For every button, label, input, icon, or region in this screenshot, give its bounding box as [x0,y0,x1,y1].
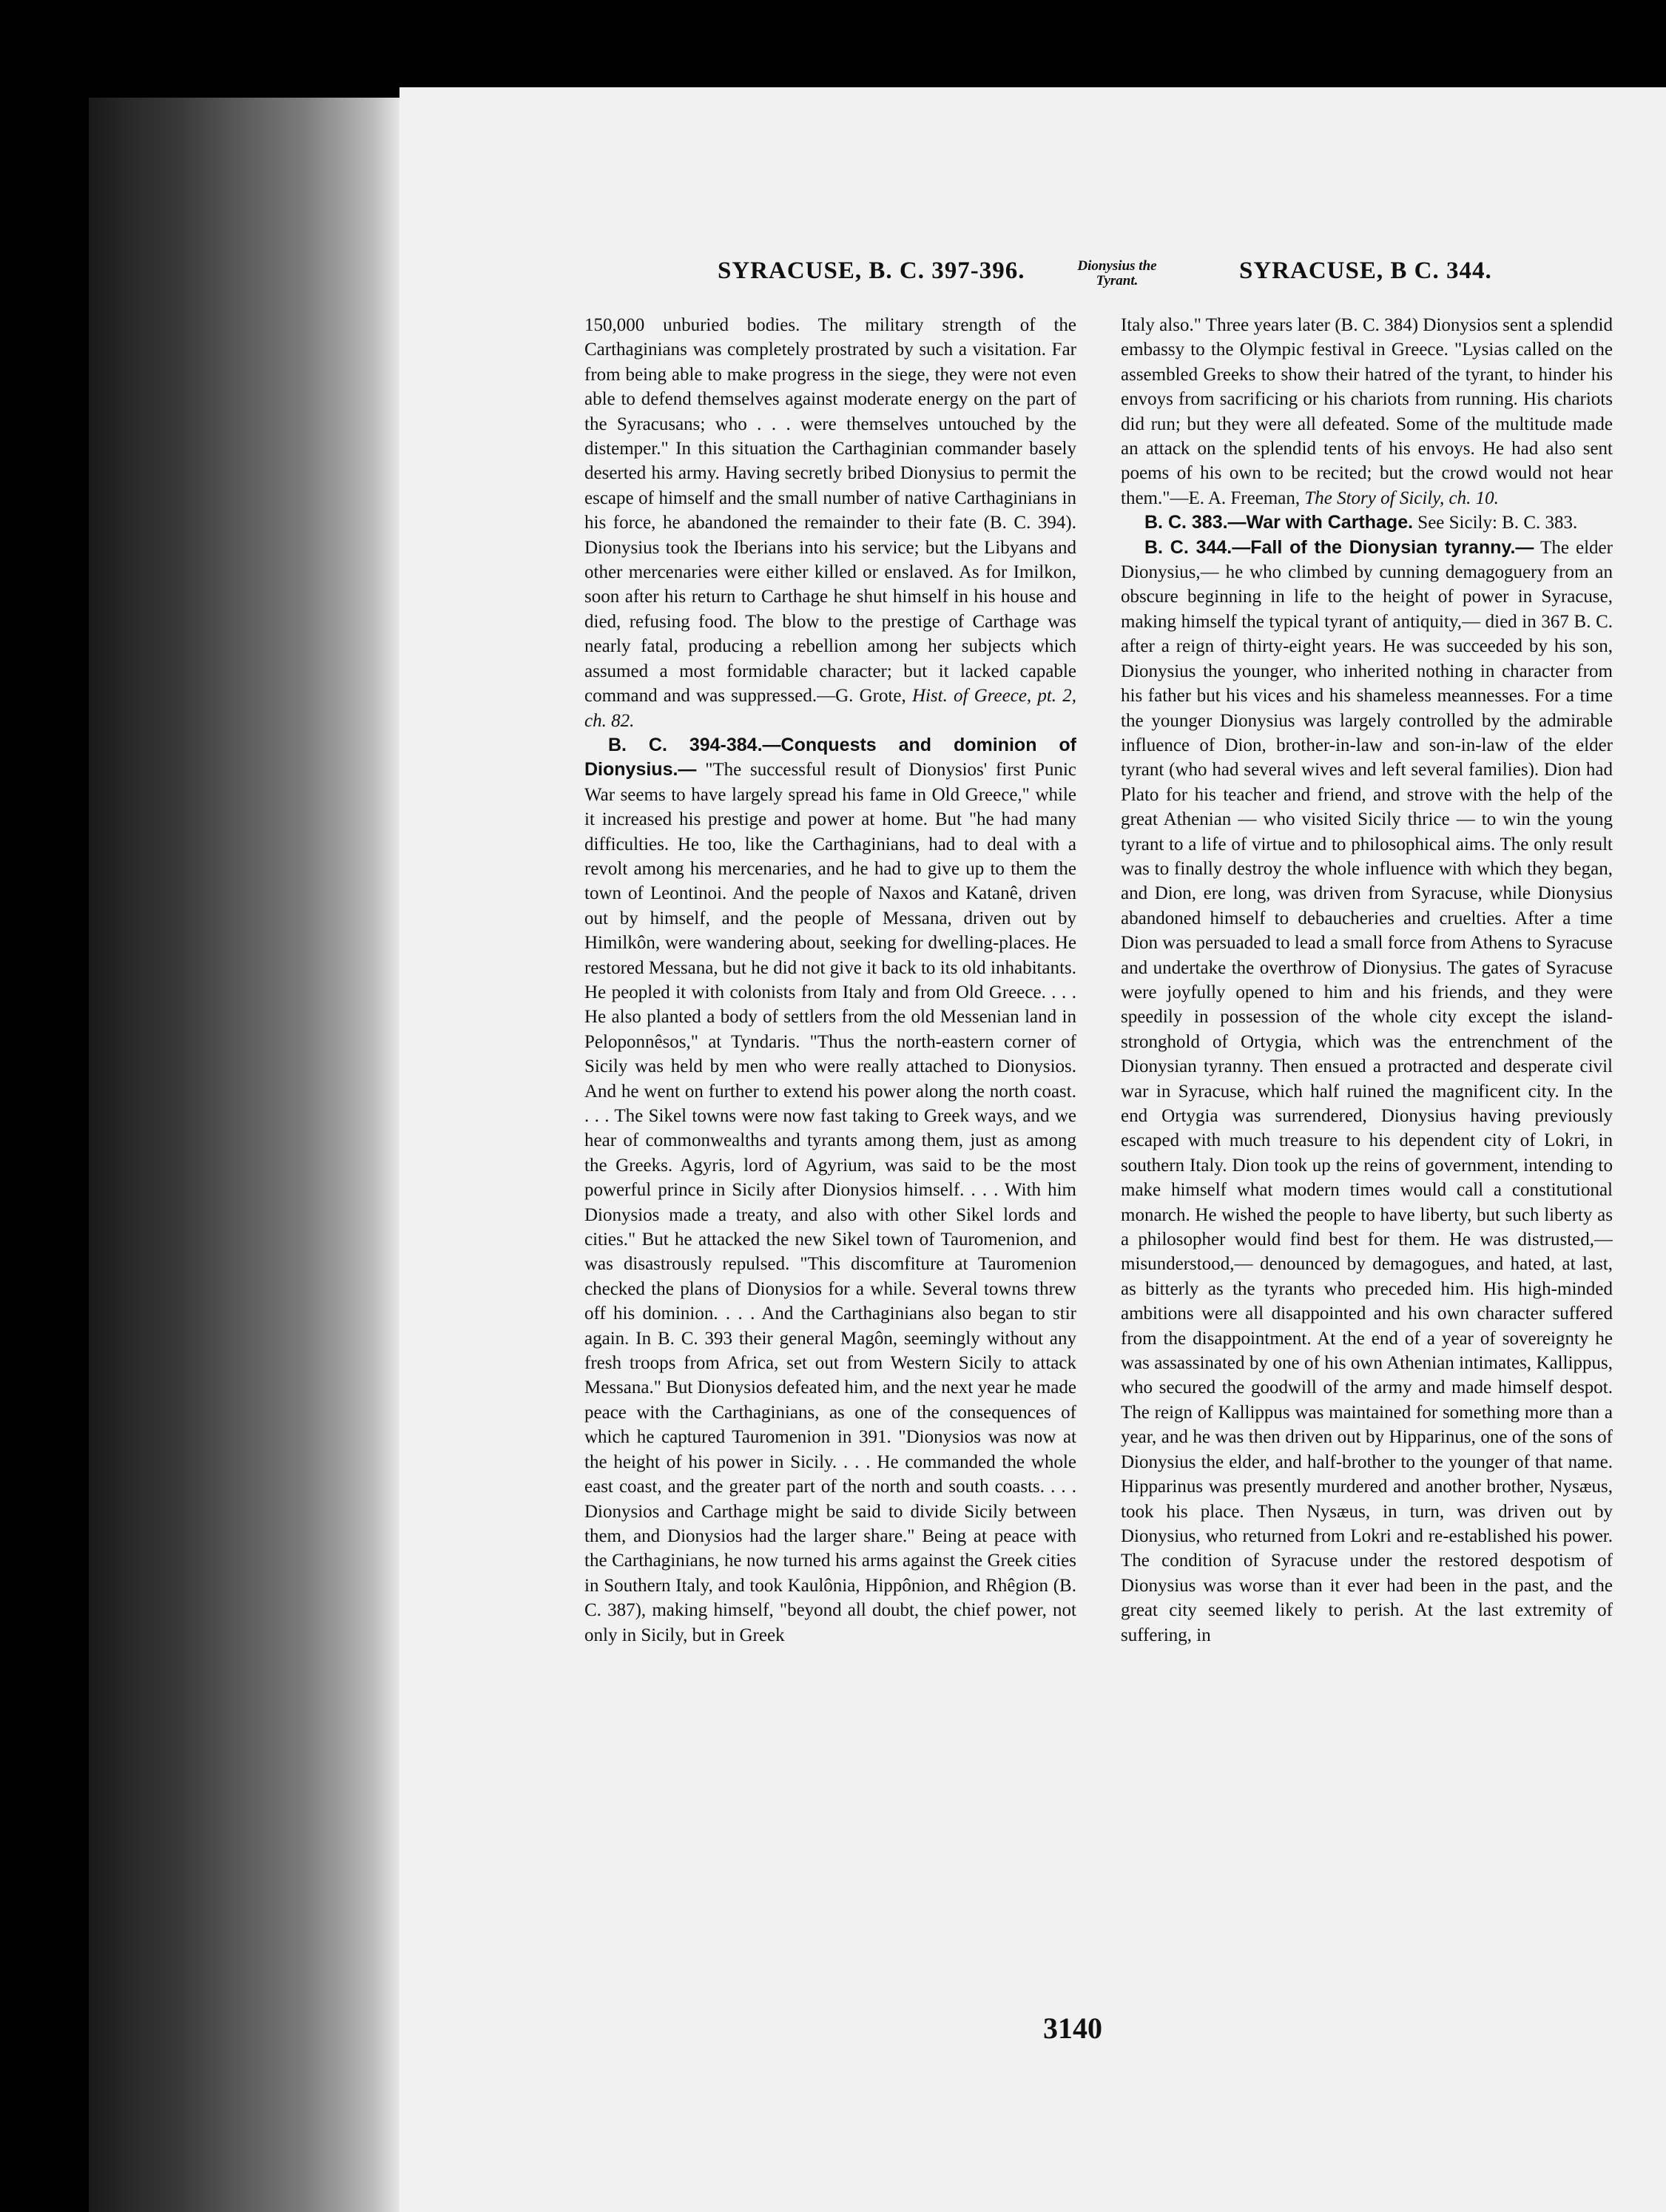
entry-heading: B. C. 344.—Fall of the Dionysian tyranny.— [1144,536,1534,558]
entry-text: "The successful result of Dionysios' first Punic War seems to have largely spread his fame in Old Greece," while it increased his prestige and power at home. But "he had many difficulties. He too, like the Carthaginians, had to deal with a revolt among his mercenaries, and he had to give up to them the town of Leontinoi. And the people of Naxos and Katanê, driven out by himself, and the people of Messana, driven out by Himilkôn, were wandering about, seeking for dwelling-places. He restored Messana, but he did not give it back to its old inhabitants. He peopled it with colonists from Italy and from Old Greece. . . . He also planted a body of settlers from the old Messenian land in Peloponnêsos," at Tyndaris. "Thus the north-eastern corner of Sicily was held by men who were really attached to Dionysios. And he went on further to extend his power along the north coast. . . . The Sikel towns were now fast taking to Greek ways, and we hear of commonwealths and tyrants among them, just as among the Greeks. Agyris, lord of Agyrium, was said to be the most powerful prince in Sicily after Dionysios himself. . . . With him Dionysios made a treaty, and also with other Sikel lords and cities." But he attacked the new Sikel town of Tauromenion, and was disastrously repulsed. "This discomfiture at Tauromenion checked the plans of Dionysios for a while. Several towns threw off his dominion. . . . And the Carthaginians also began to stir again. In B. C. 393 their general Magôn, seemingly without any fresh troops from Africa, set out from Western Sicily to attack Messana." But Dionysios defeated him, and the next year he made peace with the Carthaginians, as one of the consequences of which he captured Tauromenion in 391. "Dionysios was now at the height of his power in Sicily. . . . He commanded the whole east coast, and the greater part of the north and south coasts. . . . Dionysios and Carthage might be said to divide Sicily between them, and Dionysios had the larger share." Being at peace with the Carthaginians, he now turned his arms against the Greek cities in Southern Italy, and took Kaulônia, Hippônion, and Rhêgion (B. C. 387), making himself, "beyond all doubt, the chief power, not only in Sicily, but in Greek [584,760,1076,1645]
entry-383 [1121,510,1613,535]
citation: The Story of Sicily, ch. 10. [1304,488,1499,508]
paragraph-text: 150,000 unburied bodies. The military strength of the Carthaginians was completely prostrated by such a visitation. Far from being able to make progress in the siege, they were not even able to defend themselves against moderate energy on the part of the Syracusans; who . . . were themselves untouched by the distemper." In this situation the Carthaginian commander basely deserted his army. Having secretly bribed Dionysius to permit the escape of himself and the small number of native Carthaginians in his force, he abandoned the remainder to their fate (B. C. 394). Dionysius took the Iberians into his service; but the Libyans and other mercenaries were either killed or enslaved. As for Imilkon, soon after his return to Carthage he shut himself in his house and died, refusing food. The blow to the prestige of Carthage was nearly fatal, producing a rebellion among her subjects which assumed a most formidable character; but it lacked capable command and was suppressed.—G. Grote, [584,315,1076,707]
citation: Hist. of Greece, pt. 2, ch. 82. [584,686,1076,731]
book-page [399,87,1666,2212]
book-binding-edge [89,98,399,2212]
left-column [584,313,1076,1970]
page-number: 3140 [1043,2012,1102,2045]
paragraph-continuation [1121,313,1613,510]
running-header-topic-line1: Dionysius the [1077,258,1157,274]
running-header-right: SYRACUSE, B C. 344. [1239,257,1492,284]
running-header-topic [1050,259,1184,289]
running-header-left: SYRACUSE, B. C. 397-396. [718,257,1025,284]
entry-text: The elder Dionysius,— he who climbed by cunning demagoguery from an obscure beginning in life to the height of power in Syracuse, making himself the typical tyrant of antiquity,— died in 367 B. C. after a reign of thirty-eight years. He was succeeded by his son, Dionysius the younger, who inherited nothing in character from his father but his vices and his shameless meannesses. For a time the younger Dionysius was largely controlled by the admirable influence of Dion, brother-in-law and son-in-law of the elder tyrant (who had several wives and left several families). Dion had Plato for his teacher and friend, and strove with the help of the great Athenian — who visited Sicily thrice — to win the young tyrant to a life of virtue and to philosophical aims. The only result was to finally destroy the whole influence with which they began, and Dion, ere long, was driven from Syracuse, while Dionysius abandoned himself to debaucheries and cruelties. After a time Dion was persuaded to lead a small force from Athens to Syracuse and undertake the overthrow of Dionysius. The gates of Syracuse were joyfully opened to him and his friends, and they were speedily in possession of the whole city except the island-stronghold of Ortygia, which was the entrenchment of the Dionysian tyranny. Then ensued a protracted and desperate civil war in Syracuse, which half ruined the magnificent city. In the end Ortygia was surrendered, Dionysius having previously escaped with much treasure to his dependent city of Lokri, in southern Italy. Dion took up the reins of government, intending to make himself what modern times would call a constitutional monarch. He wished the people to have liberty, but such liberty as a philosopher would find best for them. He was distrusted,— misunderstood,— denounced by demagogues, and hated, at last, as bitterly as the tyrants who preceded him. His high-minded ambitions were all disappointed and his own character suffered from the disappointment. At the end of a year of sovereignty he was assassinated by one of his own Athenian intimates, Kallippus, who secured the goodwill of the army and made himself despot. The reign of Kallippus was maintained for something more than a year, and he was then driven out by Hipparinus, one of the sons of Dionysius the elder, and half-brother to the younger of that name. Hipparinus was presently murdered and another brother, Nysæus, took his place. Then Nysæus, in turn, was driven out by Dionysius, who returned from Lokri and re-established his power. The condition of Syracuse under the restored despotism of Dionysius was worse than it ever had been in the past, and the great city seemed likely to perish. At the last extremity of suffering, in [1121,537,1613,1645]
paragraph-text: Italy also." Three years later (B. C. 384) Dionysios sent a splendid embassy to the Olympic festival in Greece. "Lysias called on the assembled Greeks to show their hatred of the tyrant, to hinder his envoys from sacrificing or his chariots from running. His chariots did run; but they were all defeated. Some of the multitude made an attack on the splendid tents of his envoys. He had also sent poems of his own to be recited; but the crowd would not hear them."—E. A. Freeman, [1121,315,1613,508]
running-header-topic-line2: Tyrant. [1096,273,1139,289]
right-column [1121,313,1613,1970]
paragraph-continuation [584,313,1076,733]
entry-394-384 [584,733,1076,1648]
entry-heading: B. C. 383.—War with Carthage. [1144,512,1414,533]
entry-heading: B. C. 394-384.—Conquests and dominion of Dionysius.— [584,734,1076,780]
cross-reference: See Sicily: B. C. 383. [1417,513,1578,533]
entry-344 [1121,536,1613,1648]
